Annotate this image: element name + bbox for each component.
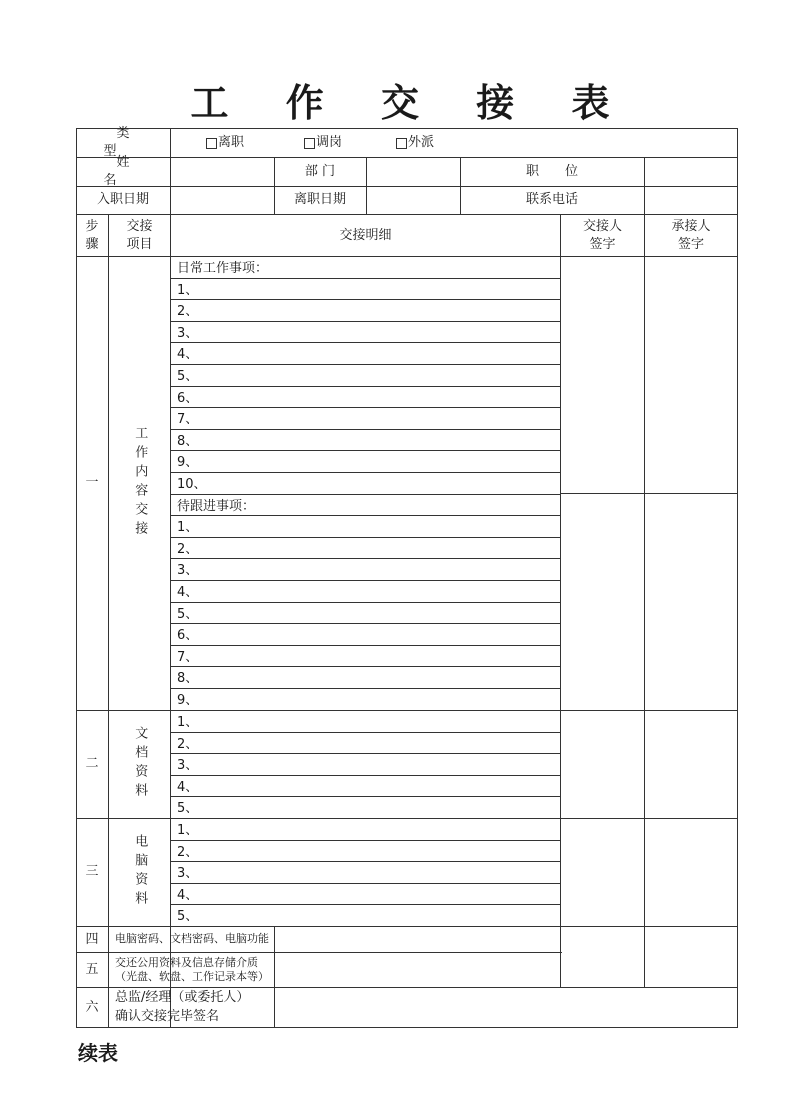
detail-line[interactable]: 5、 <box>177 369 199 384</box>
receiver-signature-s1b[interactable] <box>645 494 737 710</box>
detail-line[interactable]: 3、 <box>177 563 199 579</box>
column-header-step: 步骤 <box>85 218 99 252</box>
type-option-dispatch[interactable]: 外派 <box>396 128 476 158</box>
detail-line[interactable]: 4、 <box>177 347 199 363</box>
section-1-subheading: 待跟进事项： <box>177 498 256 514</box>
detail-line[interactable]: 6、 <box>177 390 199 406</box>
section-5-step: 五 <box>85 962 99 978</box>
department-field[interactable] <box>367 158 460 186</box>
detail-line[interactable]: 4、 <box>177 585 199 600</box>
detail-line[interactable]: 1、 <box>177 282 199 298</box>
continued-label: 续表 <box>78 1041 118 1065</box>
section-3-item: 电脑资料 <box>132 834 148 910</box>
detail-line[interactable]: 5、 <box>177 801 199 817</box>
detail-line[interactable]: 4、 <box>177 887 199 903</box>
leave-date-label: 离职日期 <box>293 192 346 208</box>
checkbox-icon[interactable] <box>396 138 407 149</box>
manager-signature-field[interactable] <box>275 988 737 1027</box>
section-4-step: 四 <box>85 931 99 947</box>
detail-line[interactable]: 6、 <box>177 628 199 644</box>
detail-line[interactable]: 1、 <box>177 715 199 730</box>
type-option-transfer[interactable]: 调岗 <box>304 128 384 158</box>
section-5-item: 交还公用资料及信息存储介质 （光盘、软盘、工作记录本等） <box>115 955 269 983</box>
detail-line[interactable]: 7、 <box>177 649 199 665</box>
section-1-step: 一 <box>85 475 99 491</box>
column-header-receiver-signature: 承接人签字 <box>671 218 711 252</box>
section-6-item: 总监/经理（或委托人） 确认交接完毕签名 <box>115 990 250 1024</box>
detail-line[interactable]: 9、 <box>177 693 199 708</box>
detail-line[interactable]: 2、 <box>177 304 199 320</box>
detail-line[interactable]: 8、 <box>177 433 199 449</box>
detail-line[interactable]: 4、 <box>177 779 199 795</box>
detail-line[interactable]: 2、 <box>177 541 199 557</box>
section-2-step: 二 <box>85 756 99 772</box>
detail-line[interactable]: 1、 <box>177 823 199 838</box>
phone-field[interactable] <box>645 186 737 214</box>
section-1-subheading: 日常工作事项： <box>177 261 269 276</box>
column-header-giver-signature: 交接人签字 <box>582 218 622 252</box>
position-label: 职位 <box>525 164 604 180</box>
phone-label: 联系电话 <box>525 192 578 208</box>
detail-line[interactable]: 5、 <box>177 606 199 622</box>
detail-line[interactable]: 3、 <box>177 758 199 774</box>
detail-line[interactable]: 3、 <box>177 325 199 341</box>
checkbox-icon[interactable] <box>206 138 217 149</box>
checkbox-icon[interactable] <box>304 138 315 149</box>
section-5-detail-field[interactable] <box>275 953 560 987</box>
leave-date-field[interactable] <box>367 186 460 214</box>
detail-line[interactable]: 9、 <box>177 455 199 471</box>
section-2-item: 文档资料 <box>132 726 148 802</box>
column-header-detail: 交接明细 <box>339 227 392 243</box>
section-4-item: 电脑密码、文档密码、电脑功能 <box>115 932 269 946</box>
hire-date-field[interactable] <box>171 186 274 214</box>
department-label: 部 门 <box>304 164 336 180</box>
detail-line[interactable]: 8、 <box>177 671 199 687</box>
section-6-step: 六 <box>85 999 99 1015</box>
column-header-item: 交接项目 <box>126 218 153 252</box>
type-label: 类型 <box>103 126 156 159</box>
handover-form-table <box>76 128 738 1028</box>
section-1-item: 工作内容交接 <box>132 426 148 540</box>
detail-line[interactable]: 2、 <box>177 844 199 860</box>
receiver-signature-s1a[interactable] <box>645 257 737 493</box>
detail-line[interactable]: 7、 <box>177 412 199 428</box>
form-title: 工 作 交 接 表 <box>190 81 632 125</box>
giver-signature-s1a[interactable] <box>561 257 644 493</box>
section-3-step: 三 <box>85 864 99 880</box>
giver-signature-s1b[interactable] <box>561 494 644 710</box>
detail-line[interactable]: 5、 <box>177 909 199 925</box>
detail-line[interactable]: 3、 <box>177 866 199 882</box>
position-field[interactable] <box>645 158 737 186</box>
type-option-resign[interactable]: 离职 <box>206 128 286 158</box>
detail-line[interactable]: 1、 <box>177 520 199 536</box>
name-field[interactable] <box>171 158 274 186</box>
name-label: 姓名 <box>103 155 156 188</box>
detail-line[interactable]: 10、 <box>177 477 207 492</box>
hire-date-label: 入职日期 <box>96 192 149 208</box>
detail-line[interactable]: 2、 <box>177 736 199 752</box>
section-4-detail-field[interactable] <box>275 927 560 952</box>
